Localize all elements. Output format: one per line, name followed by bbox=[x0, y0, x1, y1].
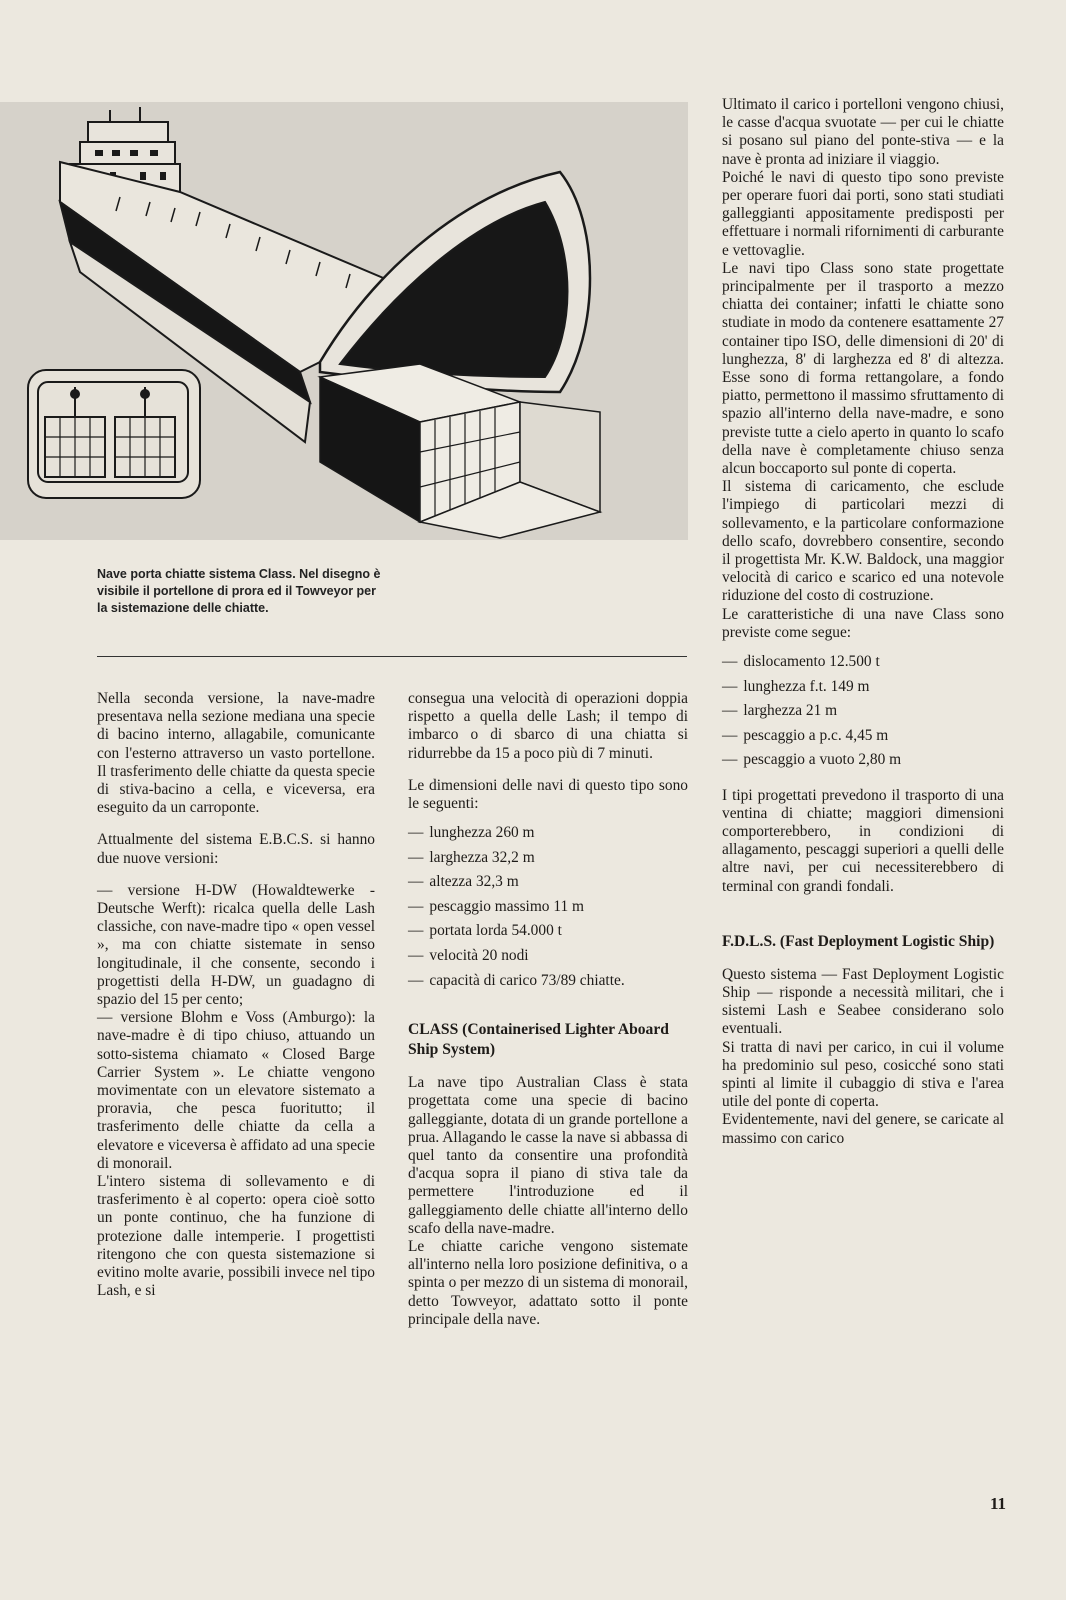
paragraph: Ultimato il carico i portelloni vengono chiusi, le casse d'acqua svuotate — per cui le chiatte si posano sul piano del ponte-stiva — e la nave è pronta ad iniziare il viaggio. bbox=[722, 96, 1004, 168]
list-item: — pescaggio a vuoto 2,80 m bbox=[722, 751, 902, 769]
list-item: — velocità 20 nodi bbox=[408, 946, 529, 964]
list-item: — capacità di carico 73/89 chiatte. bbox=[408, 972, 625, 990]
list-item: — pescaggio a p.c. 4,45 m bbox=[722, 726, 889, 744]
paragraph: Evidentemente, navi del genere, se caricate al massimo con carico bbox=[722, 1111, 1004, 1147]
section-heading-fdls: F.D.L.S. (Fast Deployment Logistic Ship) bbox=[722, 932, 995, 950]
ebcs-dimensions-list bbox=[408, 821, 688, 990]
paragraph: Le caratteristiche di una nave Class sono previste come segue: bbox=[722, 605, 1004, 641]
paragraph: — versione H-DW (Howaldtewerke - Deutsche Werft): ricalca quella delle Lash classiche, con nave-madre tipo « open vessel », ma con chiatte sistemate in senso longitudinale, il che consente, secondo i progettisti della H-DW, un guadagno di spazio del 15 per cento; bbox=[97, 881, 375, 1009]
text-column-3 bbox=[722, 96, 1004, 1148]
paragraph: I tipi progettati prevedono il trasporto di una ventina di chiatte; maggiori dimensioni comporterebbero, in condizioni di allagamento, pescaggi superiori a quelli delle altre navi, per cui necessiterebbero di terminal con grandi fondali. bbox=[722, 786, 1004, 895]
list-item: — lunghezza f.t. 149 m bbox=[722, 677, 870, 695]
paragraph: Le navi tipo Class sono state progettate principalmente per il trasporto a mezzo chiatta dei container; infatti le chiatte sono studiate in modo da contenere esattamente 27 container tipo ISO, delle dimensioni di 20' di lunghezza, 8' di larghezza ed 8' di altezza. Esse sono di forma rettangolare, a fondo piatto, permettono il massimo sfruttamento di spazio all'interno della nave-madre, e sono previste tutte a cielo aperto in quanto lo scafo della nave è completamente chiuso senza alcun boccaporto sul ponte di coperta. bbox=[722, 259, 1004, 478]
ship-drawing bbox=[0, 102, 688, 540]
figure-caption: Nave porta chiatte sistema Class. Nel disegno è visibile il portellone di prora ed il Towveyor per la sistemazione delle chiatte. bbox=[97, 567, 381, 615]
paragraph: La nave tipo Australian Class è stata progettata come una specie di bacino galleggiante, dotata di un grande portellone a prua. Allagando le casse la nave si abbassa di quel tanto da consentire una profondità d'acqua sopra il piano di stiva tale da permettere l'introduzione ed il galleggiamento delle chiatte all'interno dello scafo della nave-madre. bbox=[408, 1074, 688, 1237]
text-column-1 bbox=[97, 690, 375, 1301]
list-item: — dislocamento 12.500 t bbox=[722, 653, 880, 671]
paragraph: consegua una velocità di operazioni doppia rispetto a quella delle Lash; il tempo di imbarco o di sbarco di una chiatta si ridurrebbe da 15 a poco più di 7 minuti. bbox=[408, 690, 688, 762]
list-item: — portata lorda 54.000 t bbox=[408, 922, 562, 940]
paragraph: Poiché le navi di questo tipo sono previste per operare fuori dai porti, sono stati studiati galleggianti appositamente predisposti per effettuare i normali rifornimenti di carburante e vettovaglie. bbox=[722, 168, 1004, 259]
paragraph: — versione Blohm e Voss (Amburgo): la nave-madre è di tipo chiuso, attuando un sotto-sistema chiamato « Closed Barge Carrier System ». Le chiatte vengono movimentate con un elevatore sistemato a proravia, che pesca fuoritutto; il trasferimento delle chiatte da cella a elevatore e viceversa è affidato ad una specie di monorail. bbox=[97, 1009, 375, 1172]
paragraph: Le dimensioni delle navi di questo tipo sono le seguenti: bbox=[408, 776, 688, 813]
paragraph: Si tratta di navi per carico, in cui il volume ha predominio sul peso, cosicché sono stati spinti al limite il cubaggio di stiva e l'area utile del ponte di coperta. bbox=[722, 1038, 1004, 1111]
cross-section-inset bbox=[28, 370, 200, 498]
list-item: — larghezza 32,2 m bbox=[408, 848, 535, 866]
list-item: — lunghezza 260 m bbox=[408, 824, 535, 842]
class-specs-list bbox=[722, 650, 1004, 773]
paragraph: Nella seconda versione, la nave-madre presentava nella sezione mediana una specie di bacino interno, allagabile, comunicante con l'esterno attraverso un vasto portellone. Il trasferimento delle chiatte da questa specie di stiva-bacino a cella, e viceversa, era eseguito da un carroponte. bbox=[97, 690, 375, 817]
list-item: — altezza 32,3 m bbox=[408, 873, 519, 891]
divider-rule bbox=[97, 656, 687, 657]
paragraph: Le chiatte cariche vengono sistemate all'interno nella loro posizione definitiva, o a spinta o per mezzo di un sistema di monorail, detto Towveyor, adattato sotto il ponte principale della nave. bbox=[408, 1238, 688, 1328]
list-item: — pescaggio massimo 11 m bbox=[408, 897, 584, 915]
paragraph: Questo sistema — Fast Deployment Logistic Ship — risponde a necessità militari, che i sistemi Lash e Seabee considerano solo eventuali. bbox=[722, 965, 1004, 1038]
paragraph: Attualmente del sistema E.B.C.S. si hanno due nuove versioni: bbox=[97, 831, 375, 867]
list-item: — larghezza 21 m bbox=[722, 702, 838, 720]
paragraph: L'intero sistema di sollevamento e di trasferimento è al coperto: opera cioè sotto un ponte continuo, che ha funzione di protezione dalle intemperie. I progettisti ritengono che con questa sistemazione si evitino molte avarie, possibili invece nel tipo Lash, e si bbox=[97, 1173, 375, 1300]
ship-illustration bbox=[0, 102, 688, 540]
text-column-2 bbox=[408, 690, 688, 1329]
page-number: 11 bbox=[990, 1494, 1007, 1513]
section-heading-class: CLASS (Containerised Lighter Aboard Ship System) bbox=[408, 1021, 669, 1059]
paragraph: Il sistema di caricamento, che esclude l'impiego di particolari mezzi di sollevamento, e la particolare conformazione dello scafo, dovrebbero consentire, secondo il progettista Mr. K.W. Baldock, una maggior velocità di carico e scarico ed una notevole riduzione del costo di costruzione. bbox=[722, 478, 1004, 605]
